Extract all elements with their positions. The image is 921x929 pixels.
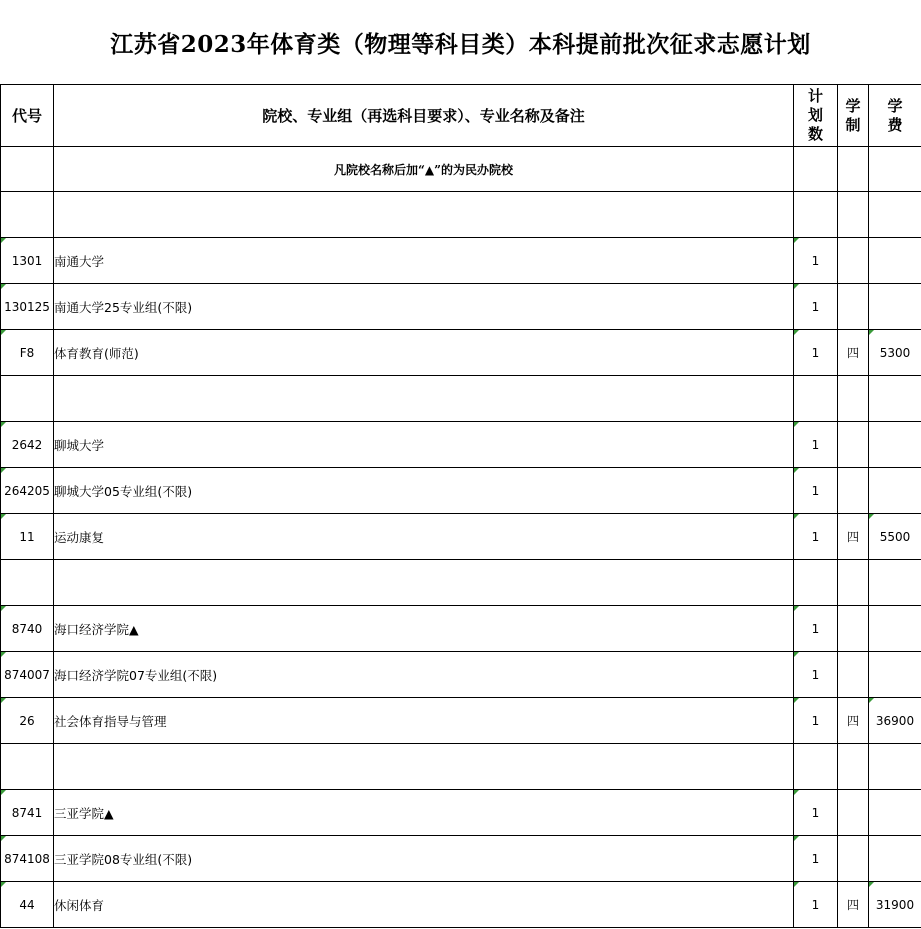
fee-cell bbox=[869, 560, 921, 606]
fee-cell: 5500 bbox=[869, 514, 921, 560]
table-header-row bbox=[1, 85, 921, 147]
years-cell bbox=[838, 606, 869, 652]
code-cell: 874108 bbox=[1, 836, 54, 882]
code-cell: 2642 bbox=[1, 422, 54, 468]
fee-cell: 31900 bbox=[869, 882, 921, 928]
header-years-char-2: 制 bbox=[845, 115, 861, 134]
name-cell: 体育教育(师范) bbox=[54, 330, 794, 376]
plan-count-cell: 1 bbox=[794, 790, 838, 836]
plan-count-cell: 1 bbox=[794, 238, 838, 284]
plan-count-cell: 1 bbox=[794, 698, 838, 744]
code-cell: 130125 bbox=[1, 284, 54, 330]
table-row bbox=[1, 560, 921, 606]
years-cell bbox=[838, 376, 869, 422]
name-cell: 社会体育指导与管理 bbox=[54, 698, 794, 744]
plan-count-cell bbox=[794, 560, 838, 606]
header-plan bbox=[794, 85, 838, 147]
code-cell: 8741 bbox=[1, 790, 54, 836]
years-cell bbox=[838, 422, 869, 468]
code-cell: 11 bbox=[1, 514, 54, 560]
fee-cell bbox=[869, 422, 921, 468]
table-row bbox=[1, 422, 921, 468]
plan-count-cell: 1 bbox=[794, 882, 838, 928]
years-cell: 四 bbox=[838, 698, 869, 744]
fee-cell: 5300 bbox=[869, 330, 921, 376]
fee-cell bbox=[869, 192, 921, 238]
table-row bbox=[1, 376, 921, 422]
plan-count-cell: 1 bbox=[794, 652, 838, 698]
name-cell: 三亚学院08专业组(不限) bbox=[54, 836, 794, 882]
name-cell: 南通大学25专业组(不限) bbox=[54, 284, 794, 330]
fee-cell bbox=[869, 836, 921, 882]
code-cell bbox=[1, 376, 54, 422]
fee-cell bbox=[869, 238, 921, 284]
note-code-cell bbox=[1, 147, 54, 192]
table-row bbox=[1, 514, 921, 560]
plan-count-cell bbox=[794, 376, 838, 422]
years-cell: 四 bbox=[838, 330, 869, 376]
years-cell bbox=[838, 836, 869, 882]
code-cell bbox=[1, 192, 54, 238]
plan-count-cell: 1 bbox=[794, 836, 838, 882]
name-cell: 运动康复 bbox=[54, 514, 794, 560]
header-years bbox=[838, 85, 869, 147]
name-cell: 海口经济学院▲ bbox=[54, 606, 794, 652]
fee-cell bbox=[869, 606, 921, 652]
plan-count-cell: 1 bbox=[794, 422, 838, 468]
code-cell: 8740 bbox=[1, 606, 54, 652]
table-row bbox=[1, 606, 921, 652]
fee-cell bbox=[869, 744, 921, 790]
years-cell: 四 bbox=[838, 514, 869, 560]
fee-cell bbox=[869, 790, 921, 836]
plan-count-cell: 1 bbox=[794, 468, 838, 514]
plan-count-cell bbox=[794, 744, 838, 790]
table-row bbox=[1, 330, 921, 376]
fee-cell bbox=[869, 376, 921, 422]
plan-count-cell: 1 bbox=[794, 330, 838, 376]
fee-cell bbox=[869, 652, 921, 698]
years-cell bbox=[838, 192, 869, 238]
table-row bbox=[1, 284, 921, 330]
name-cell bbox=[54, 744, 794, 790]
code-cell: 874007 bbox=[1, 652, 54, 698]
fee-cell: 36900 bbox=[869, 698, 921, 744]
table-row bbox=[1, 468, 921, 514]
years-cell bbox=[838, 560, 869, 606]
header-years-char-1: 学 bbox=[845, 96, 861, 115]
years-cell bbox=[838, 238, 869, 284]
fee-cell bbox=[869, 468, 921, 514]
note-fee-cell bbox=[869, 147, 921, 192]
code-cell: 264205 bbox=[1, 468, 54, 514]
years-cell bbox=[838, 284, 869, 330]
code-cell bbox=[1, 744, 54, 790]
table-row bbox=[1, 882, 921, 928]
header-fee-char-1: 学 bbox=[887, 96, 903, 115]
table-row bbox=[1, 192, 921, 238]
table-row bbox=[1, 698, 921, 744]
name-cell bbox=[54, 376, 794, 422]
name-cell: 休闲体育 bbox=[54, 882, 794, 928]
code-cell: 1301 bbox=[1, 238, 54, 284]
table-row bbox=[1, 744, 921, 790]
header-name: 院校、专业组（再选科目要求）、专业名称及备注 bbox=[54, 85, 794, 147]
years-cell bbox=[838, 468, 869, 514]
table-row bbox=[1, 652, 921, 698]
plan-count-cell: 1 bbox=[794, 284, 838, 330]
header-plan-char-2: 划 bbox=[807, 106, 823, 124]
note-plan-cell bbox=[794, 147, 838, 192]
table-row bbox=[1, 790, 921, 836]
years-cell bbox=[838, 790, 869, 836]
name-cell bbox=[54, 560, 794, 606]
name-cell bbox=[54, 192, 794, 238]
years-cell: 四 bbox=[838, 882, 869, 928]
code-cell: 44 bbox=[1, 882, 54, 928]
name-cell: 南通大学 bbox=[54, 238, 794, 284]
table-row bbox=[1, 836, 921, 882]
header-fee-char-2: 费 bbox=[887, 115, 903, 134]
name-cell: 三亚学院▲ bbox=[54, 790, 794, 836]
code-cell bbox=[1, 560, 54, 606]
header-code: 代号 bbox=[1, 85, 54, 147]
table-row bbox=[1, 238, 921, 284]
header-plan-char-1: 计 bbox=[807, 87, 823, 105]
code-cell: 26 bbox=[1, 698, 54, 744]
plan-count-cell: 1 bbox=[794, 606, 838, 652]
private-school-note: 凡院校名称后加“▲”的为民办院校 bbox=[54, 147, 794, 192]
years-cell bbox=[838, 652, 869, 698]
code-cell: F8 bbox=[1, 330, 54, 376]
plan-count-cell: 1 bbox=[794, 514, 838, 560]
note-row bbox=[1, 147, 921, 192]
header-plan-char-3: 数 bbox=[807, 125, 823, 143]
fee-cell bbox=[869, 284, 921, 330]
page-title: 江苏省2023年体育类（物理等科目类）本科提前批次征求志愿计划 bbox=[110, 30, 811, 58]
header-fee bbox=[869, 85, 921, 147]
name-cell: 聊城大学 bbox=[54, 422, 794, 468]
plan-table bbox=[0, 84, 921, 928]
name-cell: 海口经济学院07专业组(不限) bbox=[54, 652, 794, 698]
plan-count-cell bbox=[794, 192, 838, 238]
name-cell: 聊城大学05专业组(不限) bbox=[54, 468, 794, 514]
note-years-cell bbox=[838, 147, 869, 192]
years-cell bbox=[838, 744, 869, 790]
